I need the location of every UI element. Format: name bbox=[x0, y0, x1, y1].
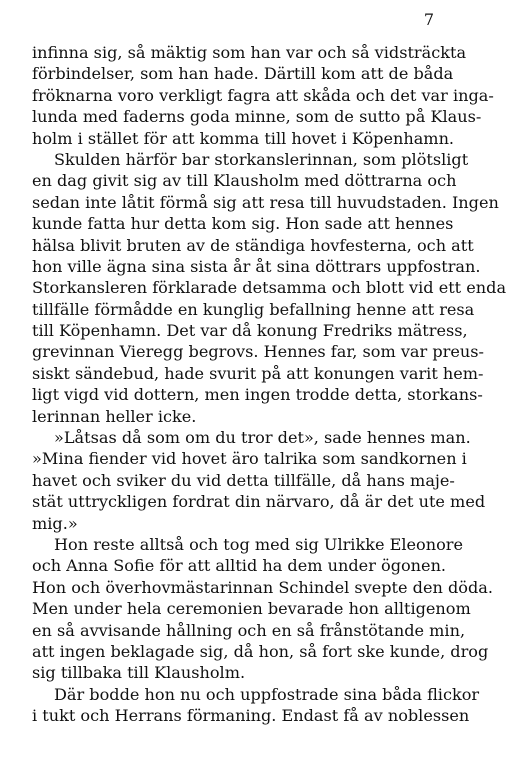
text-line: hälsa blivit bruten av de ständiga hovfesterna, och att bbox=[32, 235, 474, 255]
text-line: Men under hela ceremonien bevarade hon alltigenom bbox=[32, 599, 471, 619]
text-line: till Köpenhamn. Det var då konung Fredriks mätress, bbox=[32, 321, 468, 341]
text-line: siskt sändebud, hade svurit på att konungen varit hem- bbox=[32, 363, 484, 383]
text-line: Där bodde hon nu och uppfostrade sina båda flickor bbox=[54, 684, 480, 704]
text-line: att ingen beklagade sig, då hon, så fort ske kunde, drog bbox=[32, 641, 489, 661]
text-line: grevinnan Vieregg begrovs. Hennes far, som var preus- bbox=[32, 342, 484, 362]
text-line: holm i stället för att komma till hovet i Köpenhamn. bbox=[32, 128, 455, 148]
text-line: Skulden härför bar storkanslerinnan, som plötsligt bbox=[54, 149, 469, 169]
page-number: 7 bbox=[423, 10, 434, 29]
text-line: hon ville ägna sina sista år åt sina döttrars uppfostran. bbox=[32, 256, 481, 276]
text-line: och Anna Sofie för att alltid ha dem under ögonen. bbox=[32, 556, 447, 576]
text-line: kunde fatta hur detta kom sig. Hon sade att hennes bbox=[32, 214, 454, 234]
text-line: Hon reste alltså och tog med sig Ulrikke Eleonore bbox=[54, 534, 463, 554]
text-line: en dag givit sig av till Klausholm med döttrarna och bbox=[32, 171, 457, 191]
text-line: lunda med faderns goda minne, som de sutto på Klaus- bbox=[32, 107, 482, 127]
text-line: havet och sviker du vid detta tillfälle, då hans maje- bbox=[32, 470, 455, 490]
text-line: infinna sig, så mäktig som han var och så vidsträckta bbox=[32, 43, 467, 62]
text-line: Storkansleren förklarade detsamma och blott vid ett enda bbox=[32, 278, 506, 298]
text-line: »Låtsas då som om du tror det», sade hennes man. bbox=[54, 428, 471, 448]
body-text bbox=[32, 42, 506, 727]
text-line: ligt vigd vid dottern, men ingen trodde detta, storkans- bbox=[32, 385, 483, 405]
text-line: tillfälle förmådde en kunglig befallning henne att resa bbox=[32, 299, 475, 319]
text-line: fröknarna voro verkligt fagra att skåda och det var inga- bbox=[32, 85, 494, 105]
text-line: sedan inte låtit förmå sig att resa till huvudstaden. Ingen bbox=[32, 192, 499, 212]
text-line: Hon och överhovmästarinnan Schindel svepte den döda. bbox=[32, 577, 493, 597]
text-line: lerinnan heller icke. bbox=[32, 406, 197, 426]
text-line: en så avvisande hållning och en så frånstötande min, bbox=[32, 620, 466, 640]
text-line: förbindelser, som han hade. Därtill kom att de båda bbox=[32, 64, 454, 84]
text-line: mig.» bbox=[32, 513, 78, 533]
text-line: »Mina fiender vid hovet äro talrika som sandkornen i bbox=[32, 449, 467, 469]
text-line: stät uttryckligen fordrat din närvaro, då är det ute med bbox=[32, 492, 486, 512]
text-line: sig tillbaka till Klausholm. bbox=[32, 663, 246, 683]
text-line: i tukt och Herrans förmaning. Endast få av noblessen bbox=[32, 706, 470, 726]
